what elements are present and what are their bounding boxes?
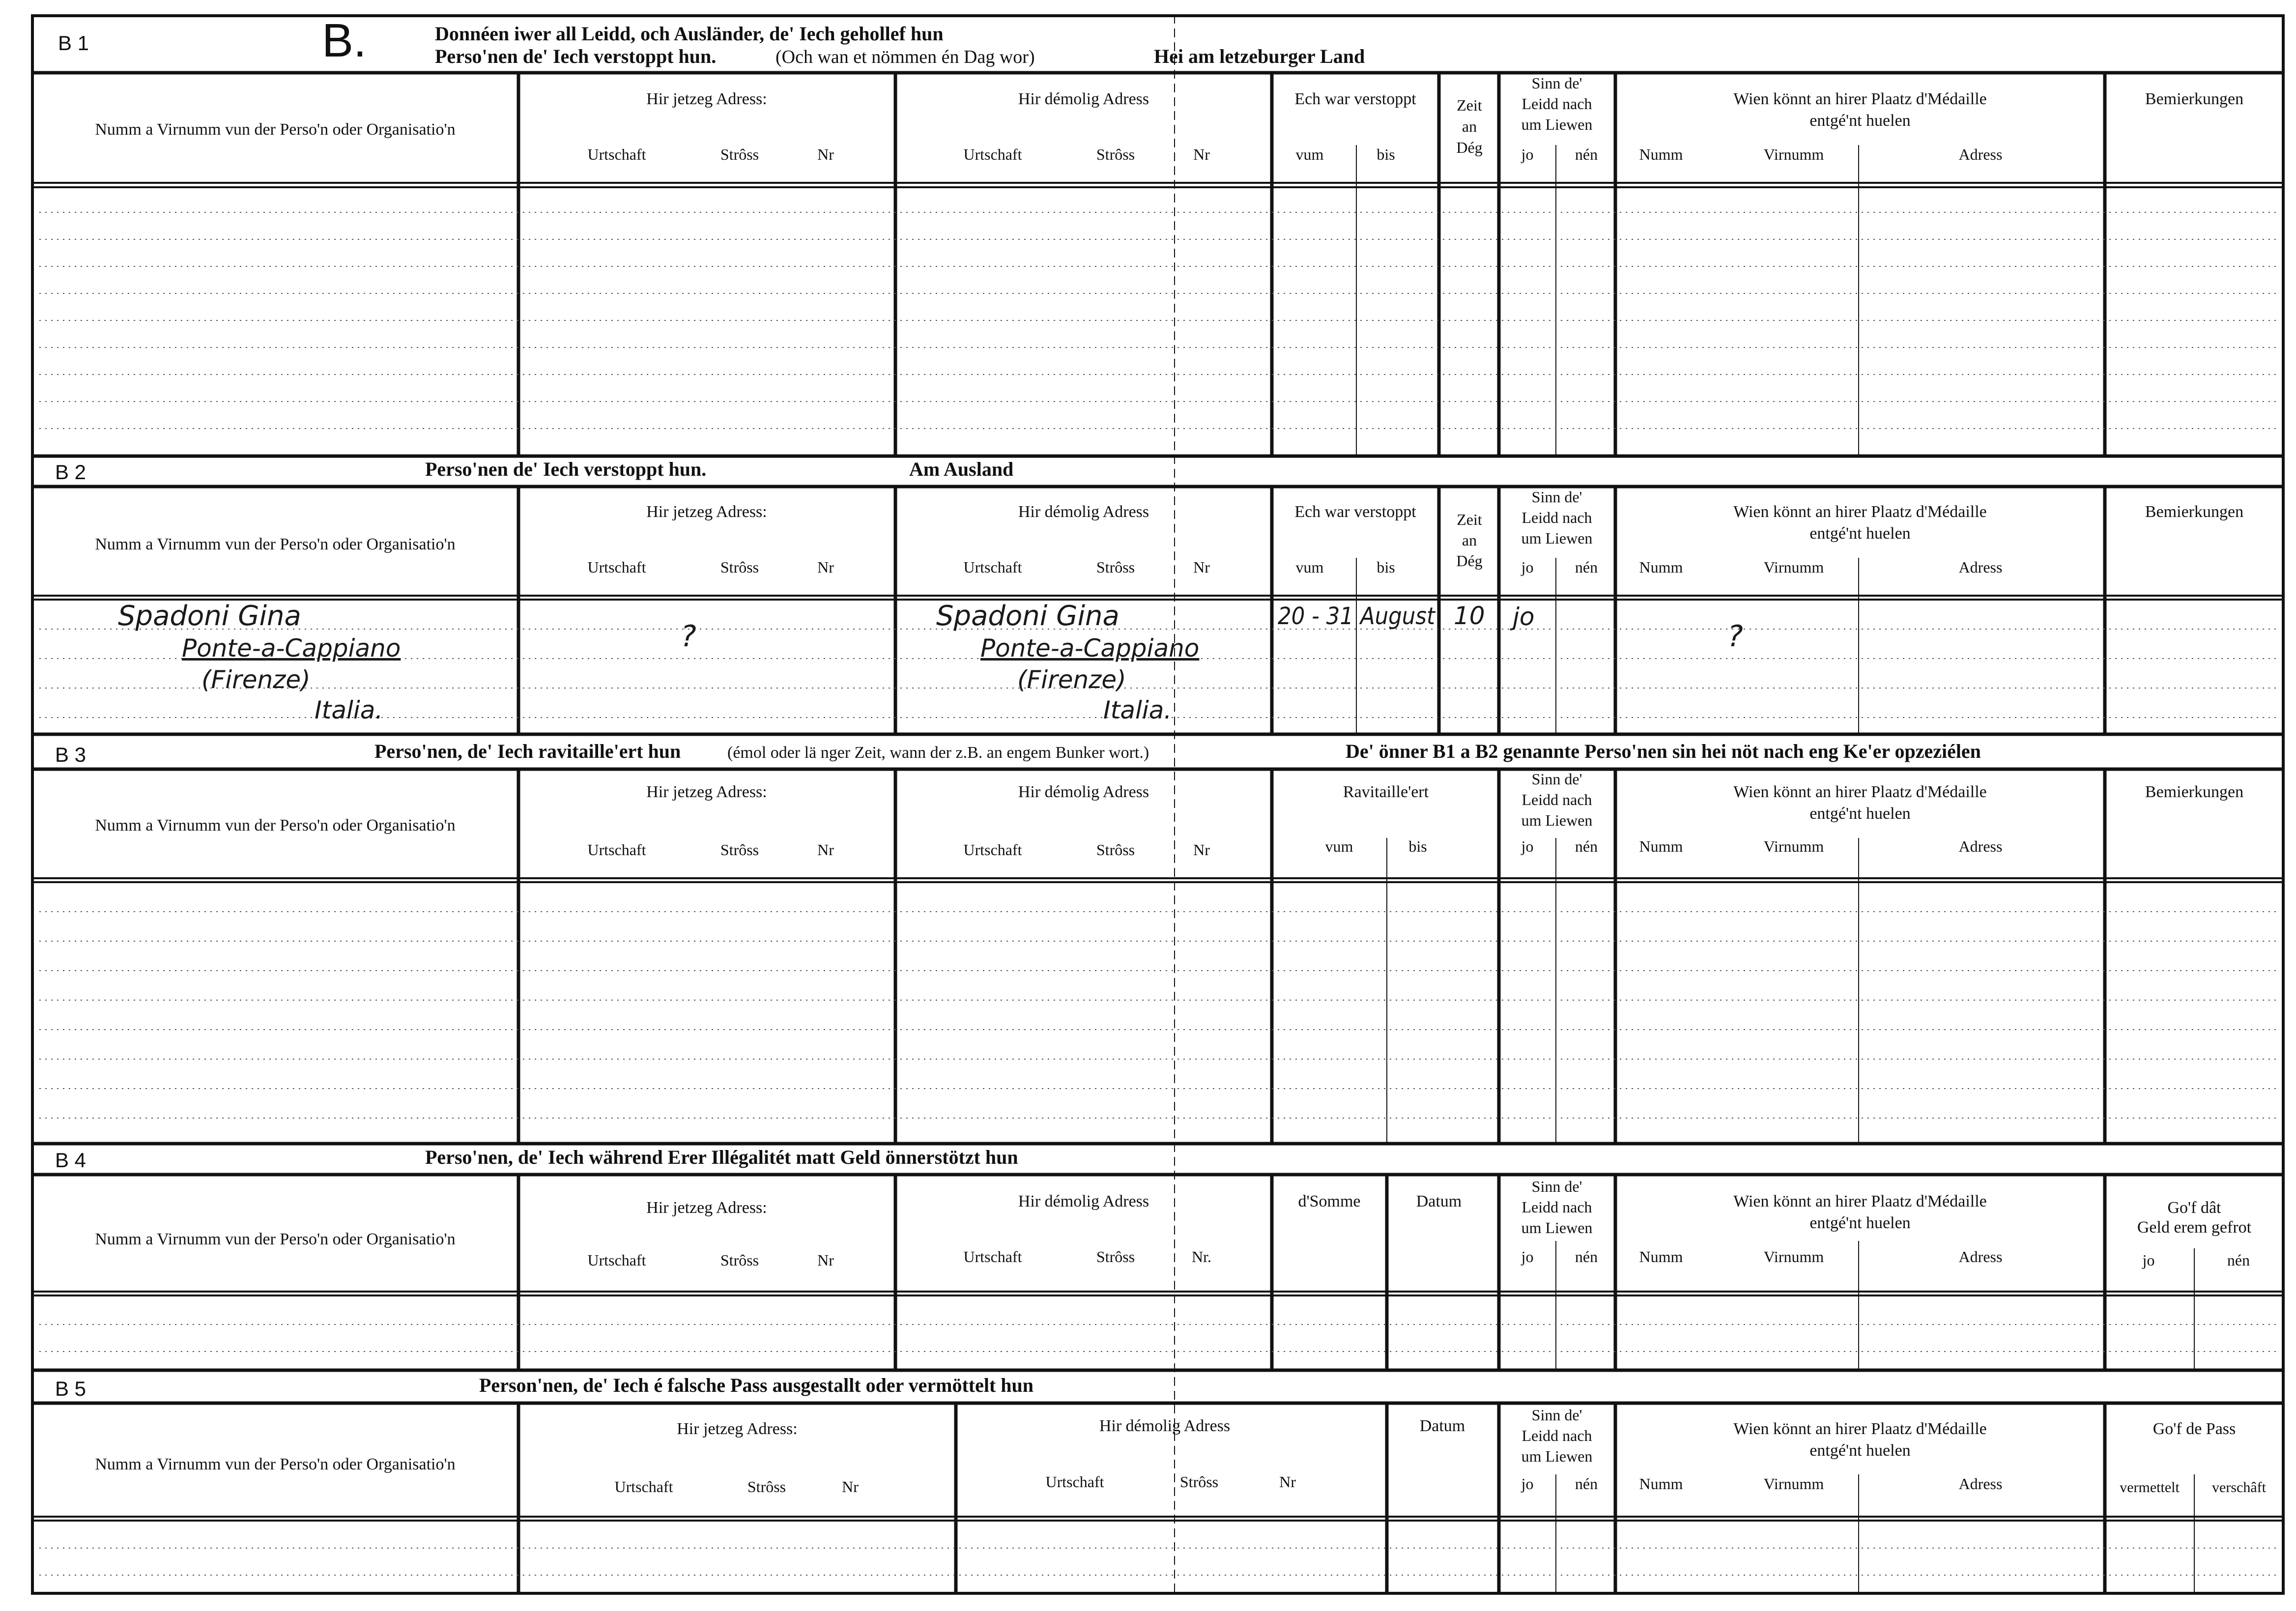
number-label: Nr bbox=[1193, 558, 1210, 576]
locality-label: Urtschaft bbox=[587, 1251, 646, 1269]
hidden-header: Ech war verstoppt bbox=[1294, 90, 1416, 108]
street-label: Strôss bbox=[720, 1251, 759, 1269]
alive-header: um Liewen bbox=[1521, 529, 1593, 547]
medal-recipient-header: entgé'nt huelen bbox=[1809, 112, 1911, 130]
medal-recipient-header: Wien könnt an hirer Plaatz d'Médaille bbox=[1733, 90, 1987, 108]
mediated-label: vermettelt bbox=[2120, 1479, 2180, 1496]
name-column-header: Numm a Virnumm vun der Perso'n oder Organisatio'n bbox=[95, 535, 456, 553]
from-label: vum bbox=[1295, 558, 1324, 576]
surname-label: Numm bbox=[1639, 1248, 1683, 1266]
b3-title: Perso'nen, de' Iech ravitaille'ert hun bbox=[374, 740, 681, 762]
date-header: Datum bbox=[1416, 1192, 1462, 1210]
number-label: Nr bbox=[817, 1251, 834, 1269]
street-label: Strôss bbox=[720, 841, 759, 859]
hidden-header: Ech war verstoppt bbox=[1294, 503, 1416, 521]
number-label: Nr. bbox=[1192, 1248, 1211, 1266]
surname-label: Numm bbox=[1639, 837, 1683, 855]
current-address-header: Hir jetzeg Adress: bbox=[646, 1199, 767, 1217]
alive-header: Sinn de' bbox=[1531, 74, 1582, 92]
locality-label: Urtschaft bbox=[963, 558, 1022, 576]
b1-title-note: (Och wan et nömmen én Dag wor) bbox=[775, 47, 1035, 67]
b3-title-note: (émol oder lä nger Zeit, wann der z.B. an engem Bunker wort.) bbox=[727, 744, 1149, 762]
alive-header: um Liewen bbox=[1521, 1447, 1593, 1465]
yes-label: jo bbox=[1521, 1475, 1534, 1493]
section-code-b3: B 3 bbox=[55, 743, 86, 766]
alive-header: Leidd nach bbox=[1521, 95, 1592, 113]
street-label: Strôss bbox=[1096, 145, 1135, 163]
from-label: vum bbox=[1295, 145, 1324, 163]
locality-label: Urtschaft bbox=[963, 1248, 1022, 1266]
current-address-header: Hir jetzeg Adress: bbox=[646, 90, 767, 108]
alive-header: Leidd nach bbox=[1521, 791, 1592, 808]
section-code-b2: B 2 bbox=[55, 460, 86, 484]
medal-recipient-header: Wien könnt an hirer Plaatz d'Médaille bbox=[1733, 503, 1987, 521]
current-address-header: Hir jetzeg Adress: bbox=[646, 503, 767, 521]
days-header: Dég bbox=[1456, 552, 1483, 570]
section-code-b4: B 4 bbox=[55, 1149, 86, 1172]
days-header: an bbox=[1462, 531, 1477, 549]
name-column-header: Numm a Virnumm vun der Perso'n oder Organisatio'n bbox=[95, 120, 456, 139]
handwritten-dates: 20 - 31 August bbox=[1278, 603, 1436, 630]
handwritten-province: (Firenze) bbox=[201, 665, 311, 694]
firstname-label: Virnumm bbox=[1763, 1475, 1824, 1493]
medal-recipient-header: Wien könnt an hirer Plaatz d'Médaille bbox=[1733, 1192, 1987, 1210]
alive-header: Sinn de' bbox=[1531, 1178, 1582, 1195]
number-label: Nr bbox=[817, 558, 834, 576]
no-label: nén bbox=[1575, 145, 1598, 163]
handwritten-country: Italia. bbox=[315, 696, 383, 724]
medal-recipient-header: entgé'nt huelen bbox=[1809, 805, 1911, 823]
medal-recipient-header: Wien könnt an hirer Plaatz d'Médaille bbox=[1733, 783, 1987, 801]
handwritten-place: Ponte-a-Cappiano bbox=[182, 634, 401, 662]
alive-header: Sinn de' bbox=[1531, 770, 1582, 788]
medal-recipient-header: entgé'nt huelen bbox=[1809, 524, 1911, 543]
former-address-header: Hir démolig Adress bbox=[1018, 503, 1149, 521]
section-b2 bbox=[55, 458, 2243, 724]
procured-label: verschâft bbox=[2212, 1479, 2266, 1496]
number-label: Nr bbox=[1279, 1473, 1296, 1491]
b4-title: Perso'nen, de' Iech während Erer Illégalitét matt Geld önnerstötzt hun bbox=[425, 1146, 1018, 1168]
no-label: nén bbox=[1575, 558, 1598, 576]
supplied-header: Ravitaille'ert bbox=[1343, 783, 1429, 801]
no-label: nén bbox=[1575, 837, 1598, 855]
days-header: Zeit bbox=[1457, 96, 1482, 114]
current-address-header: Hir jetzeg Adress: bbox=[646, 783, 767, 801]
firstname-label: Virnumm bbox=[1763, 558, 1824, 576]
outer-frame bbox=[32, 15, 2283, 1595]
section-code-b5: B 5 bbox=[55, 1377, 86, 1400]
sum-header: d'Somme bbox=[1298, 1192, 1361, 1210]
section-b4 bbox=[55, 1146, 2252, 1269]
days-header: an bbox=[1462, 117, 1477, 135]
former-address-header: Hir démolig Adress bbox=[1018, 90, 1149, 108]
section-b5 bbox=[55, 1374, 2267, 1496]
locality-label: Urtschaft bbox=[614, 1478, 673, 1496]
section-b1 bbox=[58, 14, 2243, 163]
alive-header: um Liewen bbox=[1521, 811, 1593, 829]
name-column-header: Numm a Virnumm vun der Perso'n oder Organisatio'n bbox=[95, 1455, 456, 1473]
alive-header: Sinn de' bbox=[1531, 488, 1582, 506]
days-header: Zeit bbox=[1457, 511, 1482, 528]
from-label: vum bbox=[1325, 837, 1353, 855]
medal-recipient-header: Wien könnt an hirer Plaatz d'Médaille bbox=[1733, 1420, 1987, 1438]
yes-label: jo bbox=[1521, 1248, 1534, 1266]
street-label: Strôss bbox=[1096, 558, 1135, 576]
street-label: Strôss bbox=[747, 1478, 786, 1496]
column-lines bbox=[518, 73, 2194, 1593]
surname-label: Numm bbox=[1639, 558, 1683, 576]
address-label: Adress bbox=[1958, 837, 2003, 855]
to-label: bis bbox=[1377, 145, 1395, 163]
name-column-header: Numm a Virnumm vun der Perso'n oder Organisatio'n bbox=[95, 816, 456, 834]
address-label: Adress bbox=[1958, 1475, 2003, 1493]
money-returned-header: Go'f dât bbox=[2167, 1199, 2221, 1217]
locality-label: Urtschaft bbox=[963, 145, 1022, 163]
alive-header: Leidd nach bbox=[1521, 1198, 1592, 1216]
former-address-header: Hir démolig Adress bbox=[1099, 1417, 1231, 1435]
handwritten-question-mark: ? bbox=[681, 619, 696, 654]
section-code-b1: B 1 bbox=[58, 31, 89, 55]
yes-label: jo bbox=[1521, 837, 1534, 855]
handwritten-former-country: Italia. bbox=[1103, 696, 1172, 724]
remarks-header: Bemierkungen bbox=[2145, 90, 2244, 108]
street-label: Strôss bbox=[1096, 1248, 1135, 1266]
alive-header: um Liewen bbox=[1521, 115, 1593, 133]
street-label: Strôss bbox=[720, 145, 759, 163]
alive-header: Leidd nach bbox=[1521, 1427, 1592, 1444]
surname-label: Numm bbox=[1639, 1475, 1683, 1493]
handwritten-former-name: Spadoni Gina bbox=[936, 600, 1119, 632]
firstname-label: Virnumm bbox=[1763, 145, 1824, 163]
section-b3 bbox=[55, 740, 2243, 859]
alive-header: Sinn de' bbox=[1531, 1406, 1582, 1424]
to-label: bis bbox=[1408, 837, 1427, 855]
b1-title-location: Hei am letzeburger Land bbox=[1154, 45, 1365, 67]
former-address-header: Hir démolig Adress bbox=[1018, 783, 1149, 801]
locality-label: Urtschaft bbox=[587, 145, 646, 163]
medal-recipient-header: entgé'nt huelen bbox=[1809, 1441, 1911, 1460]
number-label: Nr bbox=[1193, 841, 1210, 859]
street-label: Strôss bbox=[720, 558, 759, 576]
handwritten-former-province: (Firenze) bbox=[1017, 665, 1126, 694]
no-label: nén bbox=[1575, 1475, 1598, 1493]
yes-label: jo bbox=[1521, 145, 1534, 163]
medal-recipient-header: entgé'nt huelen bbox=[1809, 1214, 1911, 1232]
no-label: nén bbox=[1575, 1248, 1598, 1266]
alive-header: Leidd nach bbox=[1521, 509, 1592, 526]
b5-title: Person'nen, de' Iech é falsche Pass ausgestallt oder vermöttelt hun bbox=[479, 1374, 1034, 1396]
handwritten-name: Spadoni Gina bbox=[118, 600, 301, 632]
former-address-header: Hir démolig Adress bbox=[1018, 1192, 1149, 1210]
street-label: Strôss bbox=[1179, 1473, 1219, 1491]
header-separators bbox=[32, 183, 2283, 1521]
days-header: Dég bbox=[1456, 139, 1483, 156]
firstname-label: Virnumm bbox=[1763, 1248, 1824, 1266]
b2-title: Perso'nen de' Iech verstoppt hun. bbox=[425, 458, 707, 480]
address-label: Adress bbox=[1958, 1248, 2003, 1266]
alive-header: um Liewen bbox=[1521, 1219, 1593, 1237]
date-header: Datum bbox=[1419, 1417, 1465, 1435]
locality-label: Urtschaft bbox=[587, 841, 646, 859]
remarks-header: Bemierkungen bbox=[2145, 503, 2244, 521]
money-returned-header: Geld erem gefrot bbox=[2137, 1218, 2252, 1237]
handwritten-question-mark: ? bbox=[1727, 619, 1743, 654]
b2-title-location: Am Ausland bbox=[909, 458, 1014, 480]
address-label: Adress bbox=[1958, 558, 2003, 576]
current-address-header: Hir jetzeg Adress: bbox=[677, 1420, 798, 1438]
firstname-label: Virnumm bbox=[1763, 837, 1824, 855]
surname-label: Numm bbox=[1639, 145, 1683, 163]
form-letter-b: B. bbox=[322, 14, 367, 67]
number-label: Nr bbox=[1193, 145, 1210, 163]
locality-label: Urtschaft bbox=[963, 841, 1022, 859]
handwritten-alive-yes: jo bbox=[1513, 603, 1535, 631]
remarks-header: Bemierkungen bbox=[2145, 783, 2244, 801]
street-label: Strôss bbox=[1096, 841, 1135, 859]
b1-title-line1: Donnéen iwer all Leidd, och Ausländer, de' Iech gehollef hun bbox=[435, 23, 944, 45]
yes-label: jo bbox=[1521, 558, 1534, 576]
no-label: nén bbox=[2227, 1251, 2250, 1269]
pass-header: Go'f de Pass bbox=[2152, 1420, 2236, 1438]
address-label: Adress bbox=[1958, 145, 2003, 163]
handwritten-days: 10 bbox=[1454, 602, 1485, 630]
number-label: Nr bbox=[842, 1478, 859, 1496]
to-label: bis bbox=[1377, 558, 1395, 576]
b3-title-instruction: De' önner B1 a B2 genannte Perso'nen sin hei nöt nach eng Ke'er opzeziélen bbox=[1346, 740, 1981, 762]
yes-label: jo bbox=[2142, 1251, 2155, 1269]
name-column-header: Numm a Virnumm vun der Perso'n oder Organisatio'n bbox=[95, 1230, 456, 1248]
b1-title-line2: Perso'nen de' Iech verstoppt hun. bbox=[435, 45, 717, 67]
locality-label: Urtschaft bbox=[1045, 1473, 1104, 1491]
locality-label: Urtschaft bbox=[587, 558, 646, 576]
number-label: Nr bbox=[817, 145, 834, 163]
handwritten-former-place: Ponte-a-Cappiano bbox=[980, 634, 1200, 662]
number-label: Nr bbox=[817, 841, 834, 859]
